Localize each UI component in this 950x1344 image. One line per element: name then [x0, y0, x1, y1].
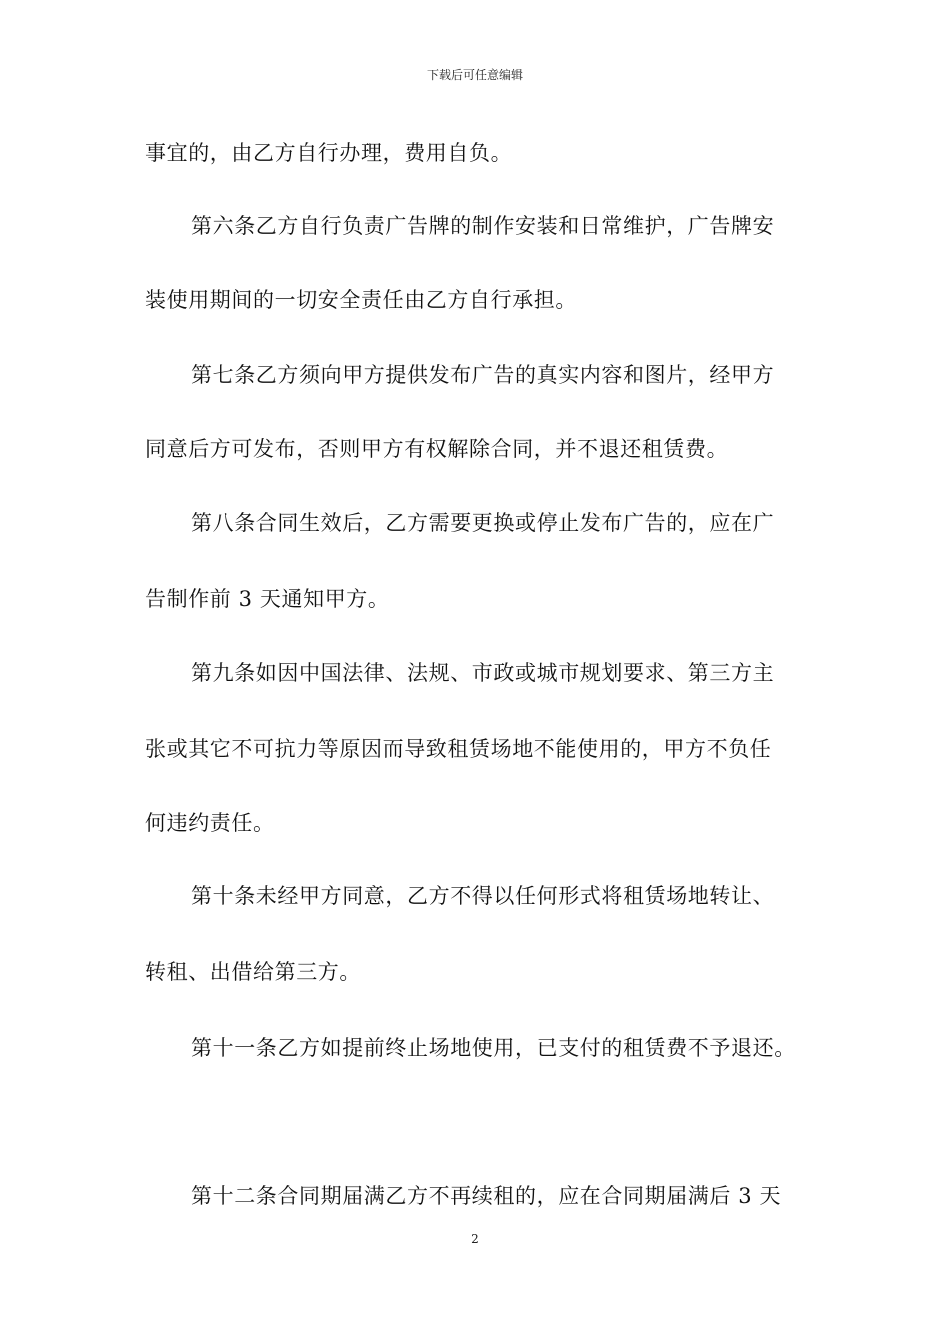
text-line: 告制作前 3 天通知甲方。 [145, 587, 390, 611]
text-line: 第六条乙方自行负责广告牌的制作安装和日常维护，广告牌安 [191, 214, 775, 238]
text-line: 第十条未经甲方同意，乙方不得以任何形式将租赁场地转让、 [191, 884, 775, 908]
text-line: 张或其它不可抗力等原因而导致租赁场地不能使用的，甲方不负任 [145, 737, 772, 761]
text-line: 第八条合同生效后，乙方需要更换或停止发布广告的，应在广 [191, 511, 775, 535]
page-header: 下载后可任意编辑 [426, 68, 523, 82]
text-line: 何违约责任。 [145, 811, 275, 835]
text-line: 第九条如因中国法律、法规、市政或城市规划要求、第三方主 [191, 661, 775, 685]
page-number: 2 [471, 1232, 479, 1246]
text-line: 事宜的，由乙方自行办理，费用自负。 [145, 141, 513, 165]
text-line: 第十一条乙方如提前终止场地使用，已支付的租赁费不予退还。 [191, 1036, 796, 1060]
text-line: 第十二条合同期届满乙方不再续租的，应在合同期届满后 3 天 [191, 1184, 782, 1208]
text-line: 装使用期间的一切安全责任由乙方自行承担。 [145, 288, 577, 312]
text-line: 第七条乙方须向甲方提供发布广告的真实内容和图片，经甲方 [191, 363, 775, 387]
text-line: 同意后方可发布，否则甲方有权解除合同，并不退还租赁费。 [145, 437, 729, 461]
text-line: 转租、出借给第三方。 [145, 960, 361, 984]
